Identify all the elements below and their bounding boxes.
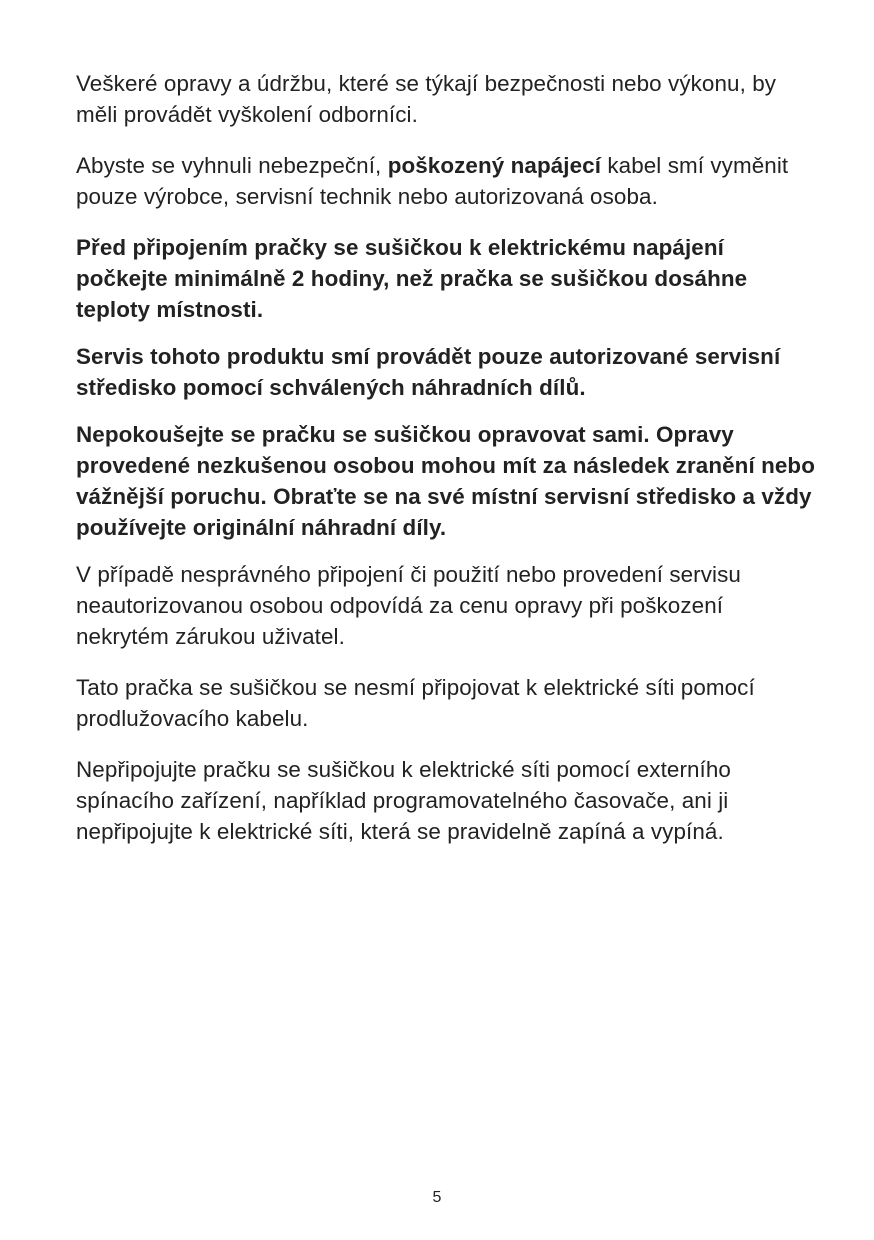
- paragraph-damaged-cable-before: Abyste se vyhnuli nebezpeční,: [76, 153, 388, 178]
- paragraph-damaged-cable-after: kabel smí vyměnit pouze výrobce, servisní technik nebo autorizovaná osoba.: [76, 153, 789, 209]
- paragraph-wait-room-temperature: Před připojením pračky se sušičkou k elektrickému napájení počkejte minimálně 2 hodiny, než pračka se sušičkou dosáhne teploty místnosti.: [76, 235, 748, 322]
- page-number: 5: [432, 1189, 442, 1206]
- paragraph-maintenance-professionals: Veškeré opravy a údržbu, které se týkají bezpečnosti nebo výkonu, by měli provádět vyškolení odborníci.: [76, 71, 777, 127]
- paragraph-damaged-cable: [76, 150, 816, 212]
- paragraph-no-external-switch: Nepřipojujte pračku se sušičkou k elektrické síti pomocí externího spínacího zařízení, například programovatelného časovače, ani ji nepřipojujte k elektrické síti, která se pravidelně zapíná a vypíná.: [76, 757, 731, 844]
- paragraph-no-extension-cable: Tato pračka se sušičkou se nesmí připojovat k elektrické síti pomocí prodlužovacího kabelu.: [76, 675, 755, 731]
- page-content: [76, 68, 816, 867]
- paragraph-damaged-cable-bold: poškozený napájecí: [387, 153, 602, 178]
- paragraph-do-not-repair-yourself: Nepokoušejte se pračku se sušičkou opravovat sami. Opravy provedené nezkušenou osobou mohou mít za následek zranění nebo vážnější poruchu. Obraťte se na své místní servisní středisko a vždy používejte originální náhradní díly.: [76, 422, 815, 540]
- paragraph-authorized-service: Servis tohoto produktu smí provádět pouze autorizované servisní středisko pomocí schválených náhradních dílů.: [76, 344, 781, 400]
- paragraph-repair-cost-liability: V případě nesprávného připojení či použití nebo provedení servisu neautorizovanou osobou odpovídá za cenu opravy při poškození nekrytém zárukou uživatel.: [76, 562, 741, 649]
